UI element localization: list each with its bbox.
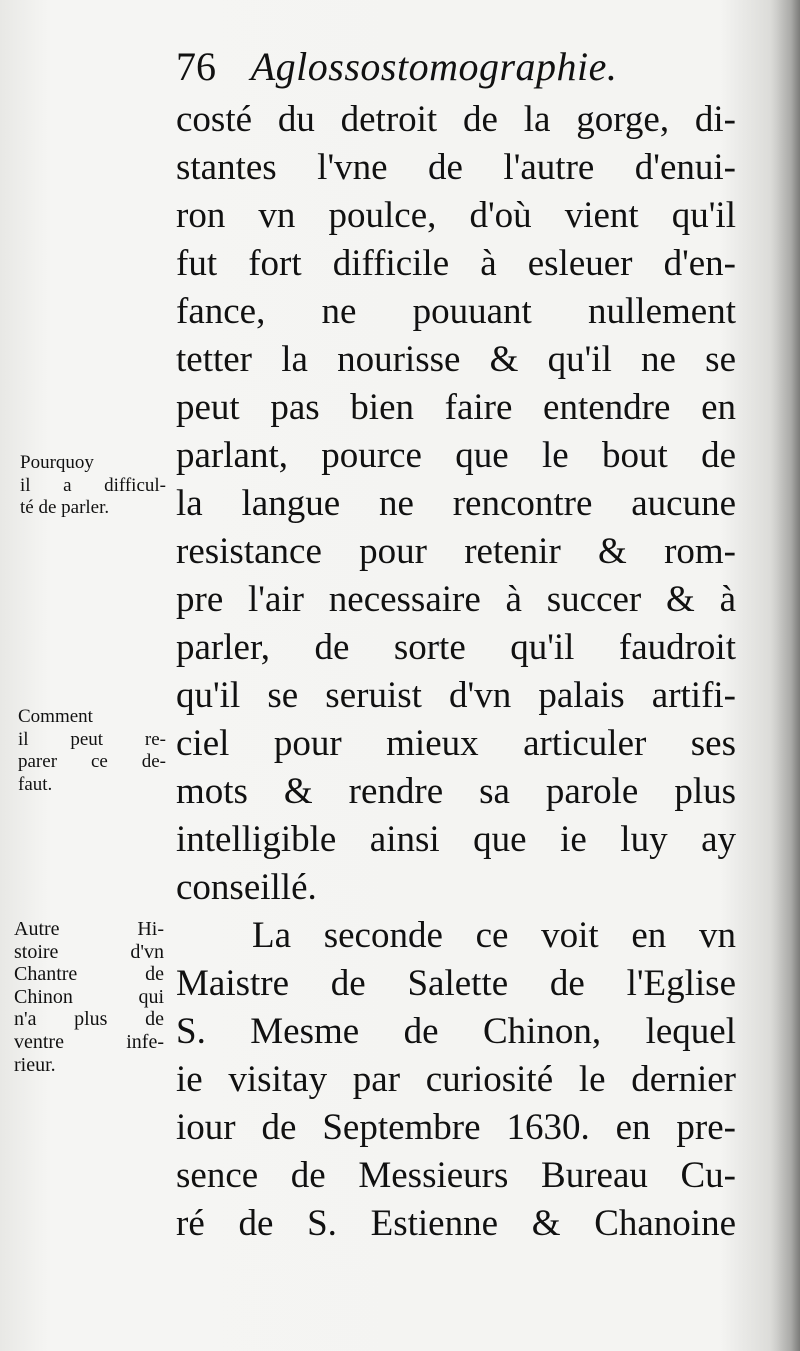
paragraph-start-line: La seconde ce voit en vn — [252, 915, 736, 956]
margin-note-other-story — [14, 918, 164, 1076]
text-line: qu'il se seruist d'vn palais artifi- — [176, 675, 736, 716]
text-line: peut pas bien faire entendre en — [176, 387, 736, 428]
margin-note-line: Chantre de — [14, 963, 164, 986]
text-line: intelligible ainsi que ie luy ay — [176, 819, 736, 860]
text-line: Maistre de Salette de l'Eglise — [176, 963, 736, 1004]
text-line: ie visitay par curiosité le dernier — [176, 1059, 736, 1100]
text-line: ciel pour mieux articuler ses — [176, 723, 736, 764]
margin-note-line: rieur. — [14, 1053, 56, 1076]
text-line: ron vn poulce, d'où vient qu'il — [176, 195, 736, 236]
margin-note-line: Pourquoy — [20, 452, 94, 473]
text-line: parlant, pource que le bout de — [176, 435, 736, 476]
text-line: conseillé. — [176, 867, 317, 908]
page-number: 76 — [176, 44, 216, 89]
text-line: parler, de sorte qu'il faudroit — [176, 627, 736, 668]
margin-note-line: Chinon qui — [14, 985, 164, 1008]
text-line: resistance pour retenir & rom- — [176, 531, 736, 572]
margin-note-line: té de parler. — [20, 497, 110, 518]
text-line: tetter la nourisse & qu'il ne se — [176, 339, 736, 380]
text-line: stantes l'vne de l'autre d'enui- — [176, 147, 736, 188]
text-line: pre l'air necessaire à succer & à — [176, 579, 736, 620]
body-text — [176, 96, 736, 1248]
running-title: Aglossostomographie. — [250, 44, 618, 89]
margin-note-line: faut. — [18, 773, 53, 795]
text-line: iour de Septembre 1630. en pre- — [176, 1107, 736, 1148]
margin-note-line: stoire d'vn — [14, 940, 164, 963]
margin-note-line: il peut re- — [18, 728, 166, 750]
text-line: ré de S. Estienne & Chanoine — [176, 1203, 736, 1244]
margin-note-why-difficult — [20, 452, 166, 520]
page-header — [176, 38, 736, 96]
text-line: S. Mesme de Chinon, lequel — [176, 1011, 736, 1052]
page-edge-shadow — [770, 0, 800, 1351]
text-line: mots & rendre sa parole plus — [176, 771, 736, 812]
margin-note-how-repair — [18, 706, 166, 796]
margin-note-line: il a difficul- — [20, 474, 166, 496]
text-line: sence de Messieurs Bureau Cu- — [176, 1155, 736, 1196]
margin-note-line: n'a plus de — [14, 1008, 164, 1031]
margin-note-line: parer ce de- — [18, 751, 166, 772]
margin-note-line: Autre Hi- — [14, 918, 164, 940]
text-line: fut fort difficile à esleuer d'en- — [176, 243, 736, 284]
margin-note-line: ventre infe- — [14, 1030, 164, 1053]
text-line: costé du detroit de la gorge, di- — [176, 99, 736, 140]
text-line: la langue ne rencontre aucune — [176, 483, 736, 524]
text-line: fance, ne pouuant nullement — [176, 291, 736, 332]
margin-note-line: Comment — [18, 706, 93, 727]
